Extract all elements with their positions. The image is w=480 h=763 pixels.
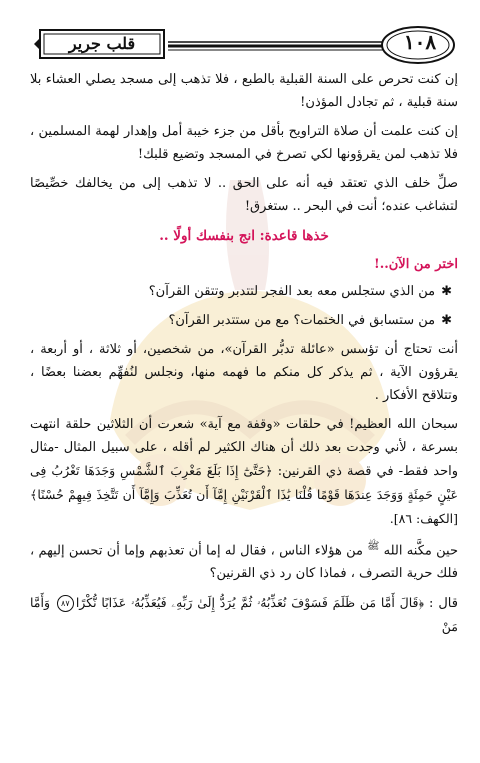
bullet-item	[30, 280, 458, 303]
bullet-text: من الذي ستجلس معه بعد الفجر لتتدبر وتتقن القرآن؟	[148, 284, 436, 299]
honorific-icon: ﷺ	[367, 541, 380, 552]
paragraph-6-text: من هؤلاء الناس ، فقال له إما أن تعذبهم وإما أن تحسن إليهم ، فلك حرية التصرف ، فماذا كان رد ذي القرنين؟	[30, 543, 458, 582]
bullet-text: من ستسابق في الختمات؟ مع من ستتدبر القرآن؟	[168, 313, 436, 328]
paragraph-6-text: حين مكَّنه الله	[379, 543, 458, 559]
paragraph-1: إن كنت تحرص على السنة القبلية بالطبع ، فلا تذهب إلى مسجد يصلي العشاء بلا سنة قبلية ، ثم تجادل المؤذن!	[30, 72, 458, 110]
paragraph-5	[30, 413, 458, 531]
paragraph-4: أنت تحتاج أن تؤسس «عائلة تدبُّر القرآن»، من شخصين، أو ثلاثة ، أو أربعة ، يقرؤون الآية ، ثم يذكر كل منكم ما فهمه منها، ونجلس لنُفهِّم بعضنا بعضًا ، وتتلاقح الأفكار .	[30, 342, 458, 403]
paragraph-2: إن كنت علمت أن صلاة التراويح بأقل من جزء خيبة أمل وإهدار لهمة المسلمين ، فلا تذهب لمن يقرؤونها لكي تصرخ في المسجد وتضيع قلبك!	[30, 124, 458, 162]
quran-verse: وَأَمَّا مَنْ	[30, 595, 458, 635]
paragraph-5-text: سبحان الله العظيم! في حلقات «وقفة مع آية» شعرت أن الثلاثين حلقة انتهت بسرعة ، لأني وجدت بعد ذلك أن هناك الكثير لم أقله ، على سبيل المثال -مثال واحد فقط- في قصة ذي القرنين:	[30, 417, 458, 479]
paragraph-7	[30, 591, 458, 639]
choose-subheading: اختر من الآن..!	[374, 257, 458, 272]
asterisk-icon: ✱	[441, 313, 452, 328]
page-content	[30, 68, 458, 645]
paragraph-3: صلِّ خلف الذي تعتقد فيه أنه على الحق .. لا تذهب إلى من يخالفك خصِّيصًا لتشاغب عنده؛ أنت في البحر .. ستغرق!	[30, 176, 459, 214]
paragraph-7-text: قال :	[424, 596, 458, 612]
page-number: ١٠٨	[403, 30, 437, 54]
quran-verse: ﴿حَتَّىٰٓ إِذَا بَلَغَ مَغْرِبَ ٱلشَّمْسِ وَجَدَهَا تَغْرُبُ فِى عَيْنٍ حَمِئَةٍ وَوَجَدَ عِندَهَا قَوْمًا قُلْنَا يَٰذَا ٱلْقَرْنَيْنِ إِمَّآ أَن تُعَذِّبَ وَإِمَّآ أَن تَتَّخِذَ فِيهِمْ حُسْنًا﴾	[30, 463, 458, 502]
book-title: قلب جرير	[68, 34, 136, 53]
verse-reference: [الكهف: ٨٦].	[389, 511, 458, 526]
bullet-item	[30, 309, 458, 332]
paragraph-6	[30, 535, 458, 585]
rule-heading: خذها قاعدة: انج بنفسك أولًا ..	[159, 228, 329, 244]
verse-end-icon: ٨٧	[57, 595, 74, 612]
asterisk-icon: ✱	[441, 284, 452, 299]
quran-verse: ﴿قَالَ أَمَّا مَن ظَلَمَ فَسَوْفَ نُعَذِّبُهُۥ ثُمَّ يُرَدُّ إِلَىٰ رَبِّهِۦ فَيُعَذِّبُهُۥ عَذَابًا نُّكْرًا	[75, 595, 425, 611]
page-header	[0, 0, 480, 64]
